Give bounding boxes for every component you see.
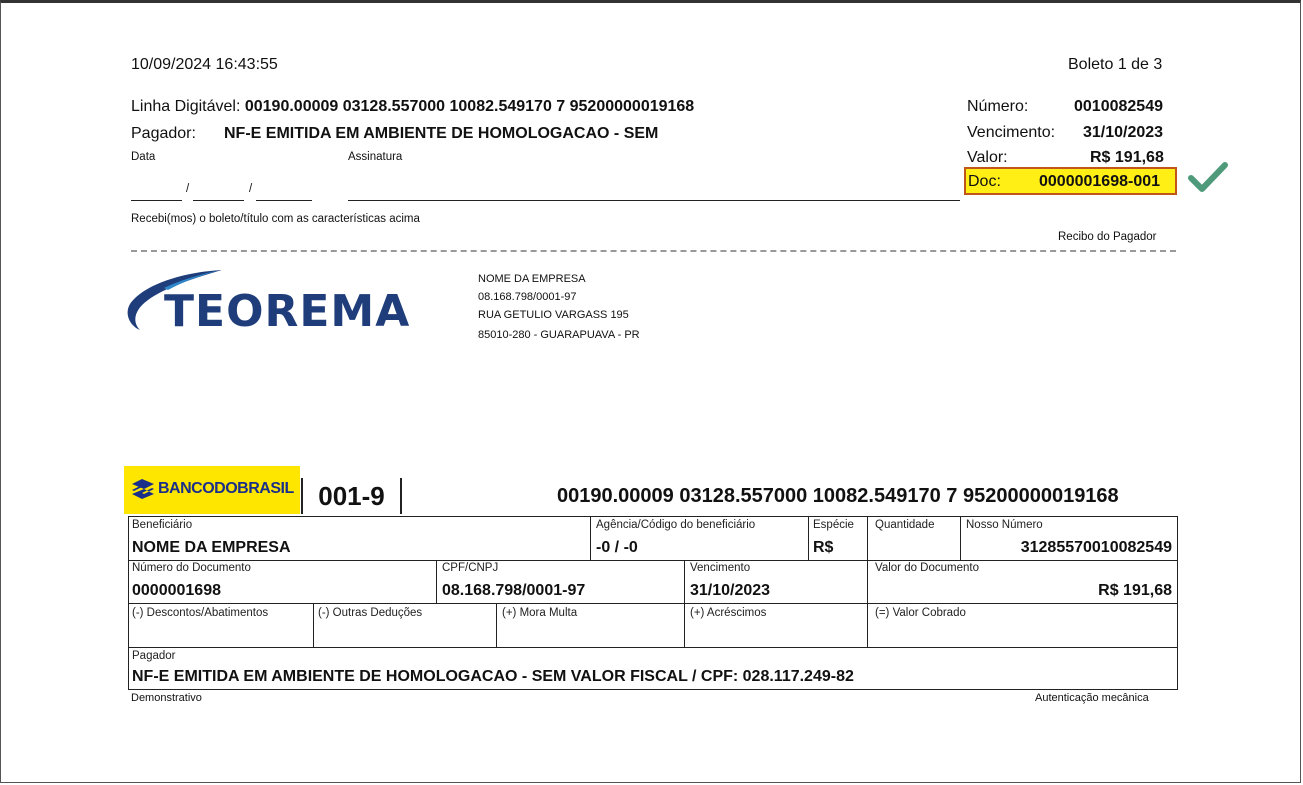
company-city: 85010-280 - GUARAPUAVA - PR [478, 329, 640, 341]
doc-value: 0000001698-001 [1039, 173, 1161, 190]
signature-line [348, 200, 960, 201]
col-divider [867, 560, 868, 647]
valor-label: Valor: [967, 149, 1008, 166]
col-divider [590, 517, 591, 560]
col-divider [684, 560, 685, 603]
check-icon [1188, 160, 1228, 194]
teorema-logo-text: TEOREMA [164, 286, 411, 337]
slip-pagador-label: Pagador [132, 650, 176, 662]
valor-value: R$ 191,68 [1090, 149, 1164, 166]
nosso-numero-label: Nosso Número [966, 519, 1043, 531]
col-divider [313, 603, 314, 647]
slip-vencimento-label: Vencimento [690, 562, 751, 574]
assinatura-label: Assinatura [348, 151, 403, 163]
autenticacao-mecanica-label: Autenticação mecânica [1035, 692, 1149, 704]
col-divider [684, 603, 685, 647]
slip-vencimento-value: 31/10/2023 [690, 582, 771, 599]
demonstrativo-label: Demonstrativo [131, 692, 202, 704]
date-day-line [131, 200, 182, 201]
date-month-line [193, 200, 244, 201]
linha-digitavel-value: 00190.00009 03128.557000 10082.549170 7 95200000019168 [244, 98, 695, 115]
especie-value: R$ [813, 539, 834, 556]
linha-digitavel-label: Linha Digitável: [131, 98, 241, 115]
mora-multa-label: (+) Mora Multa [502, 607, 578, 619]
row-divider [129, 647, 1177, 648]
valor-documento-value: R$ 191,68 [1098, 582, 1172, 599]
valor-documento-label: Valor do Documento [875, 562, 979, 574]
agencia-value: -0 / -0 [596, 539, 638, 556]
banco-do-brasil-text: BANCODOBRASIL [158, 480, 294, 497]
col-divider [496, 603, 497, 647]
nosso-numero-value: 31285570010082549 [1020, 539, 1172, 556]
teorema-logo [124, 266, 464, 336]
linha-digitavel-row [131, 98, 694, 116]
col-divider [808, 517, 809, 560]
cpf-cnpj-label: CPF/CNPJ [442, 562, 499, 574]
pagador-label: Pagador: [131, 125, 196, 142]
vencimento-value: 31/10/2023 [1083, 124, 1164, 141]
pagador-value: NF-E EMITIDA EM AMBIENTE DE HOMOLOGACAO - SEM [224, 125, 659, 142]
agencia-label: Agência/Código do beneficiário [596, 519, 756, 531]
numero-label: Número: [967, 98, 1029, 115]
company-address: RUA GETULIO VARGASS 195 [478, 309, 629, 321]
data-label: Data [131, 151, 156, 163]
quantidade-label: Quantidade [875, 519, 935, 531]
received-text: Recebi(mos) o boleto/título com as características acima [131, 213, 420, 225]
beneficiario-value: NOME DA EMPRESA [132, 539, 291, 556]
banco-do-brasil-icon [130, 478, 156, 500]
date-year-line [256, 200, 312, 201]
boleto-slip-table [128, 516, 1178, 690]
col-divider [960, 517, 961, 560]
col-divider [867, 517, 868, 560]
slip-pagador-value: NF-E EMITIDA EM AMBIENTE DE HOMOLOGACAO - SEM VALOR FISCAL / CPF: 028.117.249-82 [132, 668, 854, 685]
boleto-count: Boleto 1 de 3 [1068, 56, 1163, 73]
row-divider [129, 603, 1177, 604]
acrescimos-label: (+) Acréscimos [690, 607, 767, 619]
date-separator: / [186, 183, 190, 195]
bank-code: 001-9 [301, 478, 402, 514]
cpf-cnpj-value: 08.168.798/0001-97 [442, 582, 586, 599]
descontos-label: (-) Descontos/Abatimentos [132, 607, 269, 619]
date-separator: / [249, 183, 253, 195]
especie-label: Espécie [813, 519, 854, 531]
valor-cobrado-label: (=) Valor Cobrado [875, 607, 966, 619]
bank-linha-digitavel: 00190.00009 03128.557000 10082.549170 7 95200000019168 [557, 485, 1119, 507]
beneficiario-label: Beneficiário [132, 519, 193, 531]
col-divider [436, 560, 437, 603]
company-cnpj: 08.168.798/0001-97 [478, 291, 577, 303]
banco-do-brasil-logo [124, 466, 300, 514]
numero-value: 0010082549 [1074, 98, 1163, 115]
company-name: NOME DA EMPRESA [478, 273, 586, 285]
numero-documento-label: Número do Documento [132, 562, 251, 574]
doc-label: Doc: [968, 173, 1001, 190]
row-divider [129, 560, 1177, 561]
numero-documento-value: 0000001698 [132, 582, 221, 599]
vencimento-label: Vencimento: [967, 124, 1056, 141]
outras-deducoes-label: (-) Outras Deduções [318, 607, 423, 619]
cut-line [131, 250, 1176, 252]
recibo-pagador-label: Recibo do Pagador [1058, 231, 1157, 243]
print-datetime: 10/09/2024 16:43:55 [131, 56, 278, 73]
